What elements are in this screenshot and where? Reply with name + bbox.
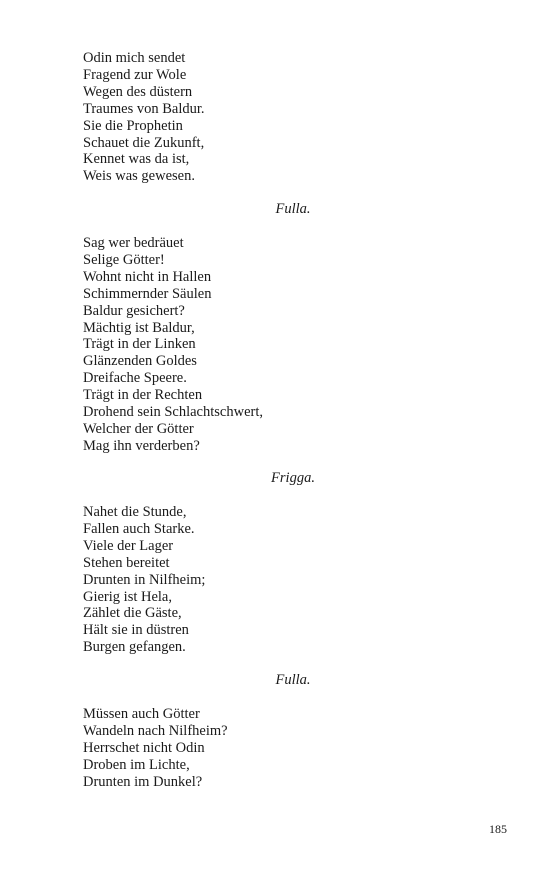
verse-line: Drohend sein Schlachtschwert, — [83, 404, 263, 421]
verse-line: Traumes von Baldur. — [83, 100, 205, 117]
verse-line: Trägt in der Linken — [83, 336, 196, 353]
verse-line: Welcher der Götter — [83, 420, 194, 437]
stanza-2 — [83, 235, 503, 455]
verse-line: Herrschet nicht Odin — [83, 739, 205, 756]
verse-line: Hält sie in düstren — [83, 622, 189, 639]
verse-line: Wandeln nach Nilfheim? — [83, 722, 228, 739]
verse-line: Schimmernder Säulen — [83, 285, 212, 302]
page-number: 185 — [489, 822, 507, 836]
verse-line: Selige Götter! — [83, 251, 165, 268]
verse-line: Mächtig ist Baldur, — [83, 319, 195, 336]
verse-line: Droben im Lichte, — [83, 756, 190, 773]
verse-line: Fallen auch Starke. — [83, 520, 195, 537]
verse-line: Wegen des düstern — [83, 83, 193, 100]
stanza-1 — [83, 50, 503, 185]
verse-line: Zählet die Gäste, — [83, 605, 182, 622]
verse-line: Schauet die Zukunft, — [83, 134, 205, 151]
verse-line: Nahet die Stunde, — [83, 504, 187, 520]
stanza-3 — [83, 504, 503, 656]
verse-line: Viele der Lager — [83, 537, 174, 554]
verse-line: Trägt in der Rechten — [83, 387, 203, 404]
verse-line: Wohnt nicht in Hallen — [83, 268, 212, 285]
verse-line: Dreifache Speere. — [83, 370, 187, 387]
verse-line: Sie die Prophetin — [83, 117, 183, 134]
verse-line: Burgen gefangen. — [83, 639, 186, 656]
verse-line: Mag ihn verderben? — [83, 437, 200, 454]
verse-line: Fragend zur Wole — [83, 66, 187, 83]
verse-line: Drunten in Nilfheim; — [83, 571, 206, 588]
verse-line: Kennet was da ist, — [83, 151, 190, 168]
speaker-heading: Fulla. — [275, 201, 311, 217]
verse-line: Glänzenden Goldes — [83, 353, 197, 370]
speaker-heading: Fulla. — [275, 672, 311, 688]
verse-line: Drunten im Dunkel? — [83, 773, 203, 790]
verse-line: Weis was gewesen. — [83, 168, 195, 185]
verse-line: Odin mich sendet — [83, 50, 186, 66]
speaker-heading: Frigga. — [271, 470, 315, 486]
verse-line: Sag wer bedräuet — [83, 235, 184, 251]
verse-line: Müssen auch Götter — [83, 706, 200, 722]
verse-line: Stehen bereitet — [83, 554, 170, 571]
stanza-4 — [83, 706, 503, 791]
verse-line: Gierig ist Hela, — [83, 588, 172, 605]
verse-line: Baldur gesichert? — [83, 302, 185, 319]
